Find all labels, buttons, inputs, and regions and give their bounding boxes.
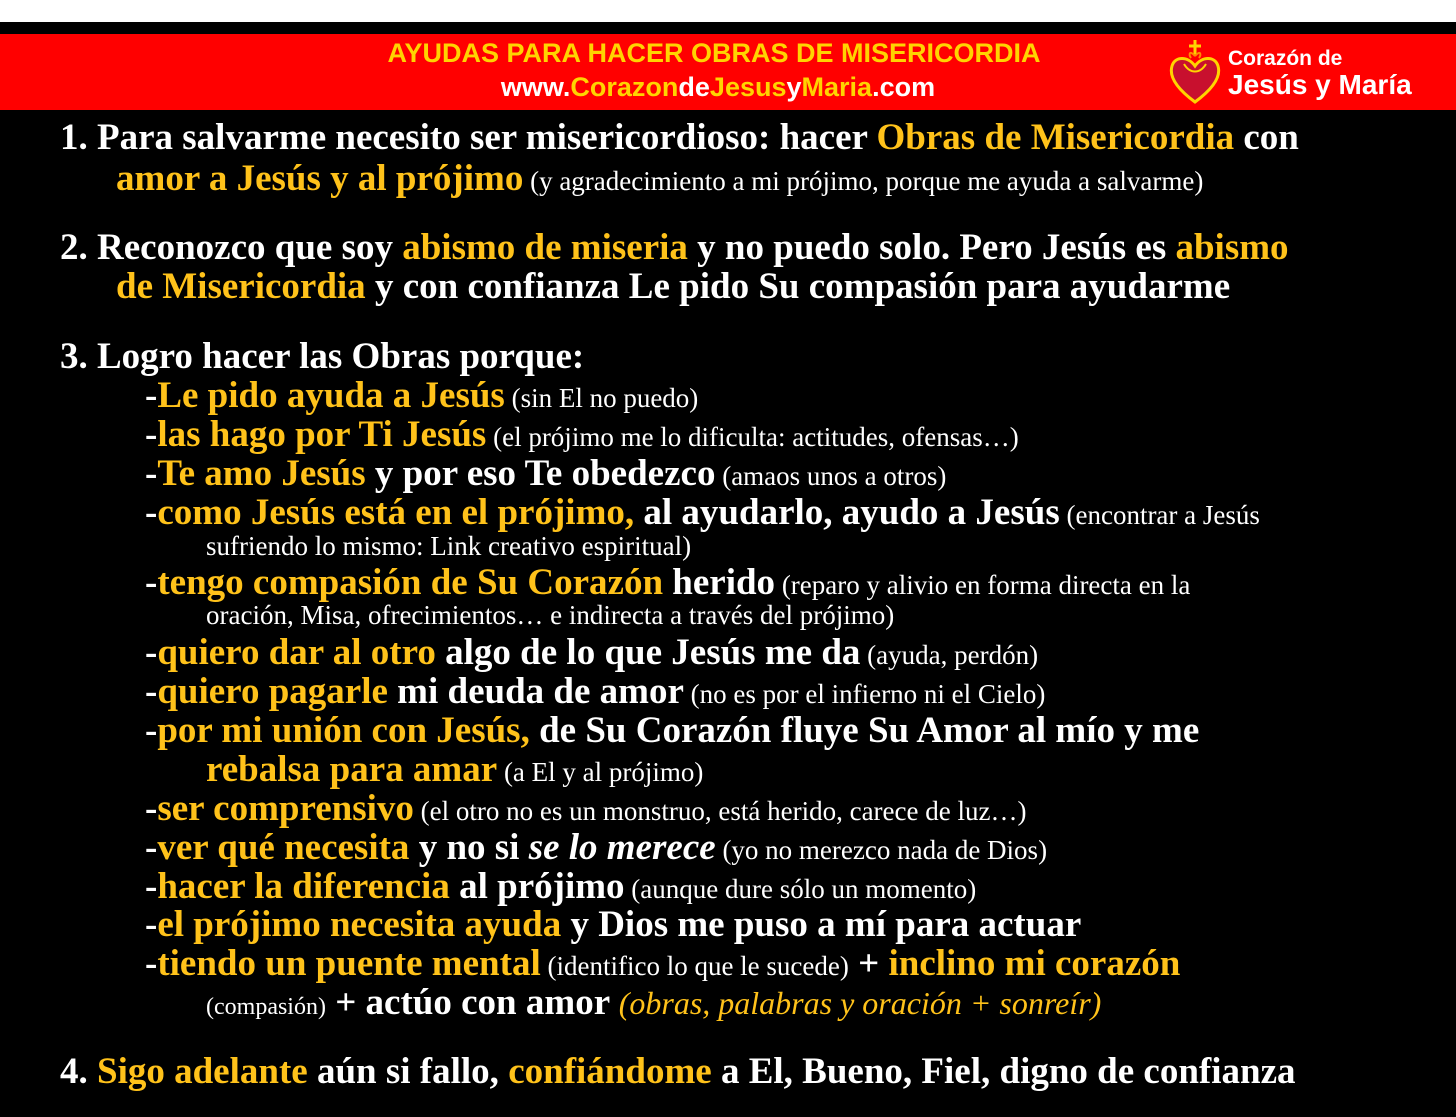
- list-item-continuation: (compasión) + actúo con amor (obras, palabras y oración + sonreír): [206, 982, 1102, 1023]
- logo: [1166, 36, 1436, 108]
- header-title: AYUDAS PARA HACER OBRAS DE MISERICORDIA: [387, 38, 1041, 68]
- list-item: -por mi unión con Jesús, de Su Corazón fluye Su Amor al mío y me: [145, 710, 1200, 751]
- logo-line2: Jesús y María: [1228, 69, 1412, 100]
- header-url[interactable]: www.CorazondeJesusyMaria.com: [500, 72, 936, 102]
- point-1-line-1: 1. Para salvarme necesito ser misericordioso: hacer Obras de Misericordia con: [60, 117, 1299, 158]
- list-item: -tengo compasión de Su Corazón herido (reparo y alivio en forma directa en la: [145, 562, 1191, 603]
- point-2-line-2: de Misericordia y con confianza Le pido Su compasión para ayudarme: [116, 266, 1231, 307]
- top-white-bar: [0, 0, 1456, 22]
- header-banner: [0, 34, 1456, 110]
- point-2-line-1: 2. Reconozco que soy abismo de miseria y no puedo solo. Pero Jesús es abismo: [60, 227, 1289, 268]
- point-3-heading: 3. Logro hacer las Obras porque:: [60, 336, 585, 377]
- list-item-continuation: oración, Misa, ofrecimientos… e indirecta a través del prójimo): [206, 600, 895, 630]
- list-item: -hacer la diferencia al prójimo (aunque dure sólo un momento): [145, 866, 977, 907]
- list-item: -tiendo un puente mental (identifico lo que le sucede) + inclino mi corazón: [145, 943, 1181, 984]
- list-item-continuation: rebalsa para amar (a El y al prójimo): [206, 749, 704, 790]
- list-item: -Le pido ayuda a Jesús (sin El no puedo): [145, 375, 699, 416]
- list-item: -como Jesús está en el prójimo, al ayudarlo, ayudo a Jesús (encontrar a Jesús: [145, 492, 1260, 533]
- sacred-heart-icon: [1166, 36, 1224, 108]
- list-item: -quiero pagarle mi deuda de amor (no es por el infierno ni el Cielo): [145, 671, 1046, 712]
- point-4: 4. Sigo adelante aún si fallo, confiándome a El, Bueno, Fiel, digno de confianza: [60, 1051, 1296, 1092]
- list-item: -quiero dar al otro algo de lo que Jesús me da (ayuda, perdón): [145, 632, 1039, 673]
- point-1-line-2: amor a Jesús y al prójimo (y agradecimiento a mi prójimo, porque me ayuda a salvarme): [116, 158, 1204, 199]
- list-item: -ver qué necesita y no si se lo merece (yo no merezco nada de Dios): [145, 827, 1048, 868]
- list-item: -el prójimo necesita ayuda y Dios me puso a mí para actuar: [145, 904, 1082, 945]
- list-item-continuation: sufriendo lo mismo: Link creativo espiritual): [206, 531, 692, 561]
- list-item: -Te amo Jesús y por eso Te obedezco (amaos unos a otros): [145, 453, 947, 494]
- logo-line1: Corazón de: [1228, 47, 1343, 70]
- list-item: -ser comprensivo (el otro no es un monstruo, está herido, carece de luz…): [145, 788, 1027, 829]
- list-item: -las hago por Ti Jesús (el prójimo me lo dificulta: actitudes, ofensas…): [145, 414, 1019, 455]
